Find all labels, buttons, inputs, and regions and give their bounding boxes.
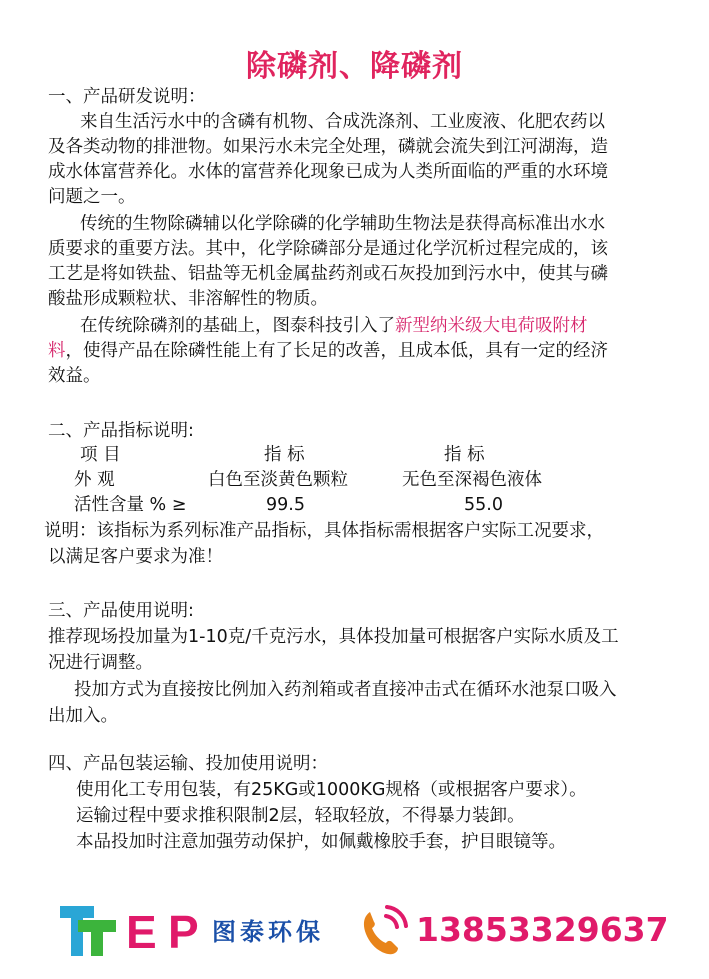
section1-p3-line1 — [80, 313, 588, 339]
section1-p1-line4: 问题之一。 — [48, 187, 136, 207]
table-cell-content-solid: 99.5 — [266, 495, 305, 515]
logo-letter-p: P — [168, 906, 199, 958]
brand-name: 图泰环保 — [212, 918, 324, 946]
section1-p3-text2: ，使得产品在除磷性能上有了长足的改善，且成本低，具有一定的经济 — [65, 341, 608, 361]
section3-heading: 三、产品使用说明: — [48, 601, 194, 621]
table-cell-content-liquid: 55.0 — [464, 495, 503, 515]
section1-p2-line1: 传统的生物除磷辅以化学除磷的化学辅助生物法是获得高标准出水水 — [80, 214, 605, 234]
footer-banner — [60, 898, 669, 960]
section1-p1-line2: 及各类动物的排泄物。如果污水未完全处理，磷就会流失到江河湖海，造 — [48, 137, 608, 157]
section3-p1-line1: 推荐现场投加量为1-10克/千克污水，具体投加量可根据客户实际水质及工 — [48, 627, 619, 647]
product-highlight: 新型纳米级大电荷吸附材 — [395, 316, 588, 336]
table-cell-content: 活性含量 % ≥ — [74, 495, 187, 515]
section1-p2-line2: 质要求的重要方法。其中，化学除磷部分是通过化学沉析过程完成的，该 — [48, 239, 608, 259]
table-header-spec2: 指 标 — [444, 445, 485, 465]
section3-p2-line1: 投加方式为直接按比例加入药剂箱或者直接冲击式在循环水池泵口吸入 — [74, 680, 617, 700]
table-cell-appearance-liquid: 无色至深褐色液体 — [402, 470, 542, 490]
table-cell-appearance: 外 观 — [74, 470, 115, 490]
section4-item-1: 使用化工专用包装，有25KG或1000KG规格（或根据客户要求）。 — [76, 780, 587, 800]
section4-heading: 四、产品包装运输、投加使用说明： — [48, 754, 328, 774]
section1-p1-line1: 来自生活污水中的含磷有机物、合成洗涤剂、工业废液、化肥农药以 — [80, 112, 605, 132]
logo-letter-e: E — [126, 906, 157, 958]
section1-p3-text: 在传统除磷剂的基础上，图泰科技引入了 — [80, 316, 395, 336]
section2-note-line1: 说明：该指标为系列标准产品指标，具体指标需根据客户实际工况要求， — [44, 521, 604, 541]
section4-item-3: 本品投加时注意加强劳动保护，如佩戴橡胶手套，护目眼镜等。 — [76, 832, 566, 852]
page-title: 除磷剂、降磷剂 — [246, 49, 463, 84]
product-highlight-end: 料 — [48, 341, 66, 361]
section2-note-line2: 以满足客户要求为准！ — [48, 547, 223, 567]
section1-heading: 一、产品研发说明： — [48, 87, 206, 107]
tep-logo-icon — [60, 906, 116, 956]
phone-icon — [356, 902, 410, 958]
section2-heading: 二、产品指标说明: — [48, 421, 194, 441]
table-cell-appearance-solid: 白色至淡黄色颗粒 — [208, 470, 348, 490]
phone-number: 13853329637 — [416, 910, 669, 949]
table-header-spec1: 指 标 — [264, 445, 305, 465]
section1-p3-line3: 效益。 — [48, 366, 101, 386]
section3-p2-line2: 出加入。 — [48, 706, 118, 726]
section1-p3-line2 — [48, 338, 608, 364]
table-header-item: 项 目 — [80, 445, 121, 465]
section1-p1-line3: 成水体富营养化。水体的富营养化现象已成为人类所面临的严重的水环境 — [48, 162, 608, 182]
section3-p1-line2: 况进行调整。 — [48, 653, 153, 673]
section4-item-2: 运输过程中要求推积限制2层，轻取轻放，不得暴力装卸。 — [76, 806, 525, 826]
section1-p2-line4: 酸盐形成颗粒状、非溶解性的物质。 — [48, 289, 328, 309]
section1-p2-line3: 工艺是将如铁盐、铝盐等无机金属盐药剂或石灰投加到污水中，使其与磷 — [48, 264, 608, 284]
